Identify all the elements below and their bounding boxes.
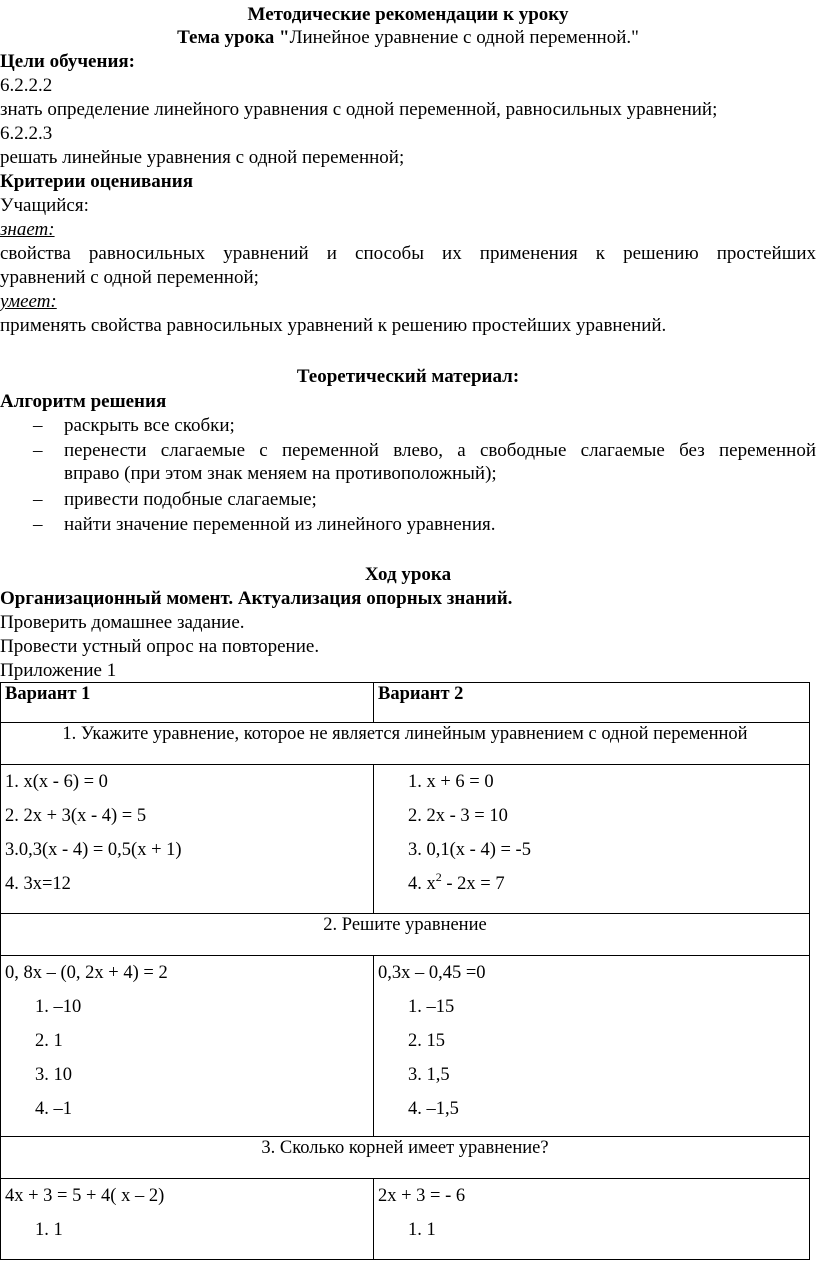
- table-row: [1, 956, 810, 1137]
- dash-icon: –: [33, 489, 43, 510]
- option: 4. –1: [35, 1099, 72, 1119]
- q1-variant-2-options: [374, 765, 810, 914]
- option: 4. 3x=12: [5, 874, 71, 894]
- goal-text-2: решать линейные уравнения с одной переменной;: [0, 147, 405, 168]
- goal-code-1: 6.2.2.2: [0, 75, 53, 96]
- document-title: Методические рекомендации к уроку: [247, 4, 569, 25]
- question-3: 3. Сколько корней имеет уравнение?: [1, 1137, 810, 1179]
- table-row: [1, 765, 810, 914]
- option: 1. x(x - 6) = 0: [5, 772, 108, 792]
- table-row: [1, 683, 810, 723]
- equation: 0, 8x – (0, 2x + 4) = 2: [5, 963, 168, 983]
- dash-icon: –: [33, 415, 43, 436]
- option: 3. 0,1(x - 4) = -5: [408, 840, 531, 860]
- lesson-stage: Организационный момент. Актуализация опорных знаний.: [0, 588, 513, 609]
- table-row: [1, 1179, 810, 1260]
- option: 1. 1: [35, 1220, 63, 1240]
- lesson-heading: Ход урока: [364, 564, 452, 585]
- equation: 0,3x – 0,45 =0: [378, 963, 486, 983]
- topic-label: Тема урока ": [177, 27, 290, 48]
- option: 1. x + 6 = 0: [408, 772, 494, 792]
- topic-value: Линейное уравнение с одной переменной.": [289, 27, 639, 48]
- dash-icon: –: [33, 514, 43, 535]
- q2-variant-2: [374, 956, 810, 1137]
- variant-1-header: Вариант 1: [1, 683, 374, 723]
- option: 2. 2x - 3 = 10: [408, 806, 508, 826]
- goal-text-1: знать определение линейного уравнения с одной переменной, равносильных уравнений;: [0, 99, 718, 120]
- goal-code-2: 6.2.2.3: [0, 123, 53, 144]
- option: 3. 1,5: [408, 1065, 450, 1085]
- option: 1. –10: [35, 997, 82, 1017]
- equation: 4x + 3 = 5 + 4( x – 2): [5, 1186, 165, 1206]
- dash-icon: –: [33, 440, 43, 461]
- algorithm-heading: Алгоритм решения: [0, 391, 167, 412]
- variant-2-header: Вариант 2: [374, 683, 810, 723]
- quiz-table: [0, 682, 810, 1260]
- goals-heading: Цели обучения:: [0, 51, 135, 72]
- option: 4. $x^2 - 2x = 7$: [408, 870, 505, 894]
- table-row: [1, 723, 810, 765]
- option: 3.0,3(x - 4) = 0,5(x + 1): [5, 840, 182, 860]
- option: 1. 1: [408, 1220, 436, 1240]
- option: 3. 10: [35, 1065, 72, 1085]
- algorithm-step-continued: вправо (при этом знак меняем на противоположный);: [64, 463, 497, 484]
- option: 4. –1,5: [408, 1099, 459, 1119]
- knows-label: знает:: [0, 219, 55, 240]
- criteria-heading: Критерии оценивания: [0, 171, 193, 192]
- option: 1. –15: [408, 997, 455, 1017]
- theory-heading: Теоретический материал:: [296, 366, 520, 387]
- option: 2. 2x + 3(x - 4) = 5: [5, 806, 147, 826]
- question-1: 1. Укажите уравнение, которое не является линейным уравнением с одной переменной: [1, 723, 810, 765]
- table-row: [1, 1137, 810, 1179]
- lesson-topic: [0, 27, 816, 49]
- lesson-line-2: Провести устный опрос на повторение.: [0, 636, 320, 657]
- option: 2. 1: [35, 1031, 63, 1051]
- question-2: 2. Решите уравнение: [1, 914, 810, 956]
- knows-text-2: уравнений с одной переменной;: [0, 267, 259, 288]
- q3-variant-1: [1, 1179, 374, 1260]
- student-label: Учащийся:: [0, 195, 89, 216]
- knows-text-1: свойства равносильных уравнений и способы их применения к решению простейших: [0, 243, 816, 264]
- table-row: [1, 914, 810, 956]
- can-label: умеет:: [0, 291, 57, 312]
- lesson-line-1: Проверить домашнее задание.: [0, 612, 245, 633]
- q3-variant-2: [374, 1179, 810, 1260]
- appendix-label: Приложение 1: [0, 660, 117, 681]
- q2-variant-1: [1, 956, 374, 1137]
- q1-variant-1-options: [1, 765, 374, 914]
- can-text: применять свойства равносильных уравнений к решению простейших уравнений.: [0, 315, 667, 336]
- option: 2. 15: [408, 1031, 445, 1051]
- equation: 2x + 3 = - 6: [378, 1186, 466, 1206]
